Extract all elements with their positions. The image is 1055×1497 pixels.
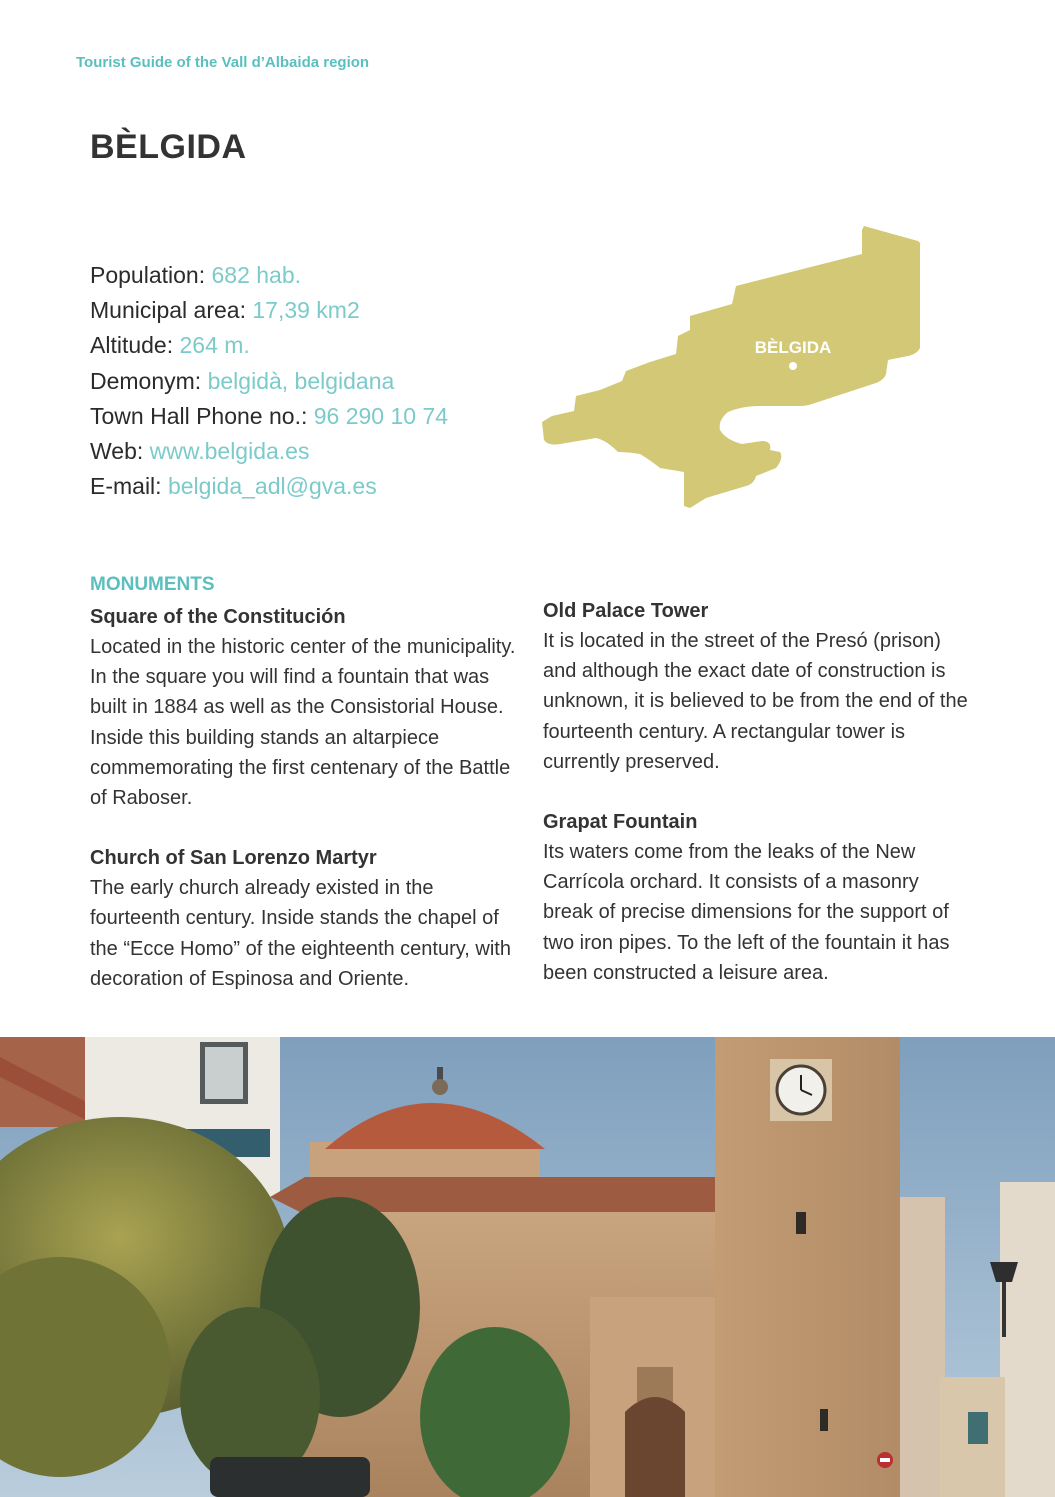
monuments-right-column xyxy=(543,596,973,1018)
monument-description: The early church already existed in the fourteenth century. Inside stands the chapel of the “Ecce Homo” of the eighteenth century, with decoration of Espinosa and Oriente. xyxy=(90,877,511,990)
fact-label: E-mail: xyxy=(90,473,168,500)
fact-value: 682 hab. xyxy=(211,262,302,288)
fact-label: Population: xyxy=(90,262,212,288)
fact-value: 96 290 10 74 xyxy=(313,402,449,429)
fact-label: Municipal area: xyxy=(90,297,253,324)
monument-description: Its waters come from the leaks of the New Carrícola orchard. It consists of a masonry break of precise dimensions for the support of two iron pipes. To the left of the fountain it has been constructed a leisure area. xyxy=(543,841,950,984)
fact-value: belgidà, belgidana xyxy=(207,367,395,394)
monument-entry xyxy=(90,843,520,994)
monument-title: Grapat Fountain xyxy=(543,811,698,834)
monument-description: Located in the historic center of the municipality. In the square you will find a fountain that was built in 1884 as well as the Consistorial House. Inside this building stands an altarpiece commemorating the first centenary of the Battle of Raboser. xyxy=(90,636,516,810)
monument-title: Old Palace Tower xyxy=(543,600,709,622)
town-location-dot xyxy=(789,362,797,370)
fact-demonym xyxy=(90,364,448,399)
church-photo xyxy=(0,1037,1055,1497)
fact-label: Demonym: xyxy=(90,367,208,394)
map-town-label: BÈLGIDA xyxy=(754,338,832,357)
section-heading-monuments: MONUMENTS xyxy=(90,574,215,595)
fact-label: Town Hall Phone no.: xyxy=(90,402,314,429)
monuments-left-column xyxy=(90,602,520,1024)
monument-entry xyxy=(543,807,973,988)
fact-label: Altitude: xyxy=(90,332,180,359)
fact-web xyxy=(90,434,448,469)
town-facts xyxy=(90,258,448,504)
municipality-map xyxy=(540,224,925,514)
fact-phone xyxy=(90,399,448,434)
municipality-shape xyxy=(542,226,920,508)
fact-municipal-area xyxy=(90,293,448,328)
guide-title: Tourist Guide of the Vall d’Albaida region xyxy=(76,54,370,71)
fact-altitude xyxy=(90,328,448,363)
page-title: BÈLGIDA xyxy=(90,128,247,166)
fact-label: Web: xyxy=(90,438,150,465)
monument-title: Church of San Lorenzo Martyr xyxy=(90,847,377,870)
web-link[interactable]: www.belgida.es xyxy=(149,438,310,465)
monument-entry xyxy=(543,596,973,777)
church-photo-illustration xyxy=(0,1037,1055,1497)
monument-description: It is located in the street of the Presó (prison) and although the exact date of construction is unknown, it is believed to be from the end of the fourteenth century. A rectangular tower is currently preserved. xyxy=(543,630,968,773)
monument-entry xyxy=(90,602,520,813)
email-link[interactable]: belgida_adl@gva.es xyxy=(167,473,377,500)
fact-value: 17,39 km2 xyxy=(252,297,360,324)
fact-email xyxy=(90,469,448,504)
monument-title: Square of the Constitución xyxy=(90,606,346,628)
fact-population xyxy=(90,258,448,293)
fact-value: 264 m. xyxy=(179,332,250,359)
